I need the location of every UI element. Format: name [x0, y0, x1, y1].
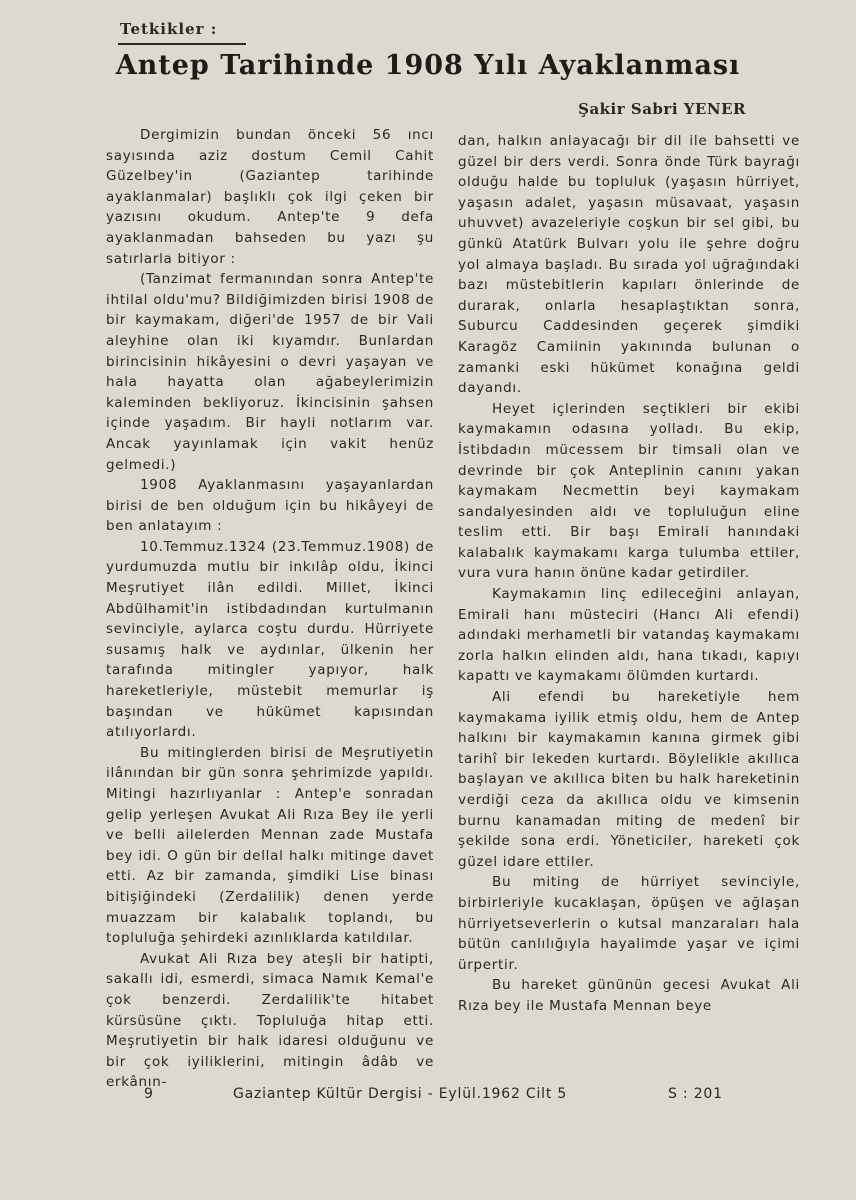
- article-author: Şakir Sabri YENER: [578, 100, 746, 118]
- right-column: [458, 131, 800, 1017]
- page-number: 9: [144, 1086, 154, 1102]
- paragraph: Ali efendi bu hareketiyle hem kaymakama iyilik etmiş oldu, hem de Antep halkını bir kaymakamın kanına girmek gibi tarihî bir lekeden kurtardı. Böylelikle akıllıca başlayan ve akıllıca biten bu halk hareketinin verdiği ceza da akıllıca oldu ve kimsenin burnu kanamadan miting de medenî bir şekilde sona erdi. Yöneticiler, hareketi çok güzel idare ettiler.: [458, 689, 800, 870]
- section-underline: [118, 43, 246, 45]
- paragraph: Dergimizin bundan önceki 56 ıncı sayısında aziz dostum Cemil Cahit Güzelbey'in (Gaziantep tarihinde ayaklanmalar) başlıklı çok ilgi çeken bir yazısını okudum. Antep'te 9 defa ayaklanmadan bahseden bu yazı şu satırlarla bitiyor :: [106, 127, 434, 267]
- paragraph: Bu hareket gününün gecesi Avukat Ali Rıza bey ile Mustafa Mennan beye: [458, 977, 800, 1014]
- paragraph: Avukat Ali Rıza bey ateşli bir hatipti, sakallı idi, esmerdi, simaca Namık Kemal'e çok benzerdi. Zerdalilik'te hitabet kürsüsüne çıktı. Topluluğa hitap etti. Meşrutiyetin bir halk idaresi olduğunu ve bir çok iyiliklerini, mitingin âdâb ve erkânın-: [106, 950, 434, 1091]
- section-label: Tetkikler :: [120, 20, 218, 38]
- paragraph: Bu miting de hürriyet sevinciyle, birbirleriyle kucaklaşan, öpüşen ve ağlaşan hürriyetseverlerin o kutsal manzaraları hala bütün canlılığıyla hayalimde yaşar ve içimi ürpertir.: [458, 874, 800, 973]
- article-title: Antep Tarihinde 1908 Yılı Ayaklanması: [115, 50, 741, 81]
- paragraph: 1908 Ayaklanmasını yaşayanlardan birisi de ben olduğum için bu hikâyeyi de ben anlatayım :: [106, 477, 434, 535]
- paragraph: Kaymakamın linç edileceğini anlayan, Emirali hanı müsteciri (Hancı Ali efendi) adındaki merhametli bir vatandaş kaymakamı zorla halkın elinden aldı, hana tıkadı, kapıyı kapattı ve kaymakamı ölümden kurtardı.: [458, 586, 800, 685]
- paragraph: (Tanzimat fermanından sonra Antep'te ihtilal oldu'mu? Bildiğimizden birisi 1908 de bir kaymakam, diğeri'de 1957 de bir Vali aleyhine olan iki kıyamdır. Bunlardan birincisinin hikâyesini o devri yaşayan ve hala hayatta olan ağabeylerimizin kaleminden bekliyoruz. İkincisinin şahsen içinde yaşadım. Bir hayli notlarım var. Ancak yayınlamak için vakit henüz gelmedi.): [106, 271, 434, 473]
- paragraph: Bu mitinglerden birisi de Meşrutiyetin ilânından bir gün sonra şehrimizde yapıldı. Mitingi hazırlıyanlar : Antep'e sonradan gelip yerleşen Avukat Ali Rıza Bey ile yerli ve belli ailelerden Mennan zade Mustafa bey idi. O gün bir dellal halkı mitinge davet etti. Az bir zamanda, şimdiki Lise binası bitişiğindeki (Zerdalilik) denen yerde muazzam bir kalabalık toplandı, bu topluluğa şehirdeki azınlıklarda katıldılar.: [106, 744, 434, 947]
- paragraph: Heyet içlerinden seçtikleri bir ekibi kaymakamın odasına yolladı. Bu ekip, İstibdadın mücessem bir timsali olan ve devrinde bir çok Anteplinin canını yakan kaymakam Necmettin beyi kaymakam sandalyesinden aldı ve topluluğun eline teslim etti. Bir başı Emirali hanındaki kalabalık kaymakamı karga tulumba ettiler, vura vura hanın önüne kadar getirdiler.: [458, 400, 800, 582]
- paragraph: dan, halkın anlayacağı bir dil ile bahsetti ve güzel bir ders verdi. Sonra önde Türk bayrağı olduğu halde bu topluluk (yaşasın hürriyet, yaşasın adalet, yaşasın müsavaat, yaşasın uhuvvet) avazeleriyle coşkun bir sel gibi, bu günkü Atatürk Bulvarı yolu ile şehre doğru yol almaya başladı. Bu sırada yol uğrağındaki bazı müstebitlerin kapıları önlerinde de durarak, onlarla hesaplaştıktan sonra, Suburcu Caddesinden geçerek şimdiki Karagöz Camiinin yakınında bulunan o zamanki eski hükümet konağına geldi dayandı.: [458, 133, 800, 397]
- paragraph: 10.Temmuz.1324 (23.Temmuz.1908) de yurdumuzda mutlu bir inkılâp oldu, İkinci Meşrutiyet ilân edildi. Millet, İkinci Abdülhamit'in istibdadından kurtulmanın sevinciyle, aylarca coştu durdu. Hürriyete susamış halk ve aydınlar, ülkenin her tarafında mitingler yapıyor, halk hareketleriyle, müstebit memurlar iş başından ve hükümet kapısından atılıyorlardı.: [106, 538, 434, 741]
- page-reference: S : 201: [668, 1086, 723, 1102]
- magazine-info: Gaziantep Kültür Dergisi - Eylül.1962 Cilt 5: [233, 1086, 568, 1102]
- left-column: [106, 125, 434, 1093]
